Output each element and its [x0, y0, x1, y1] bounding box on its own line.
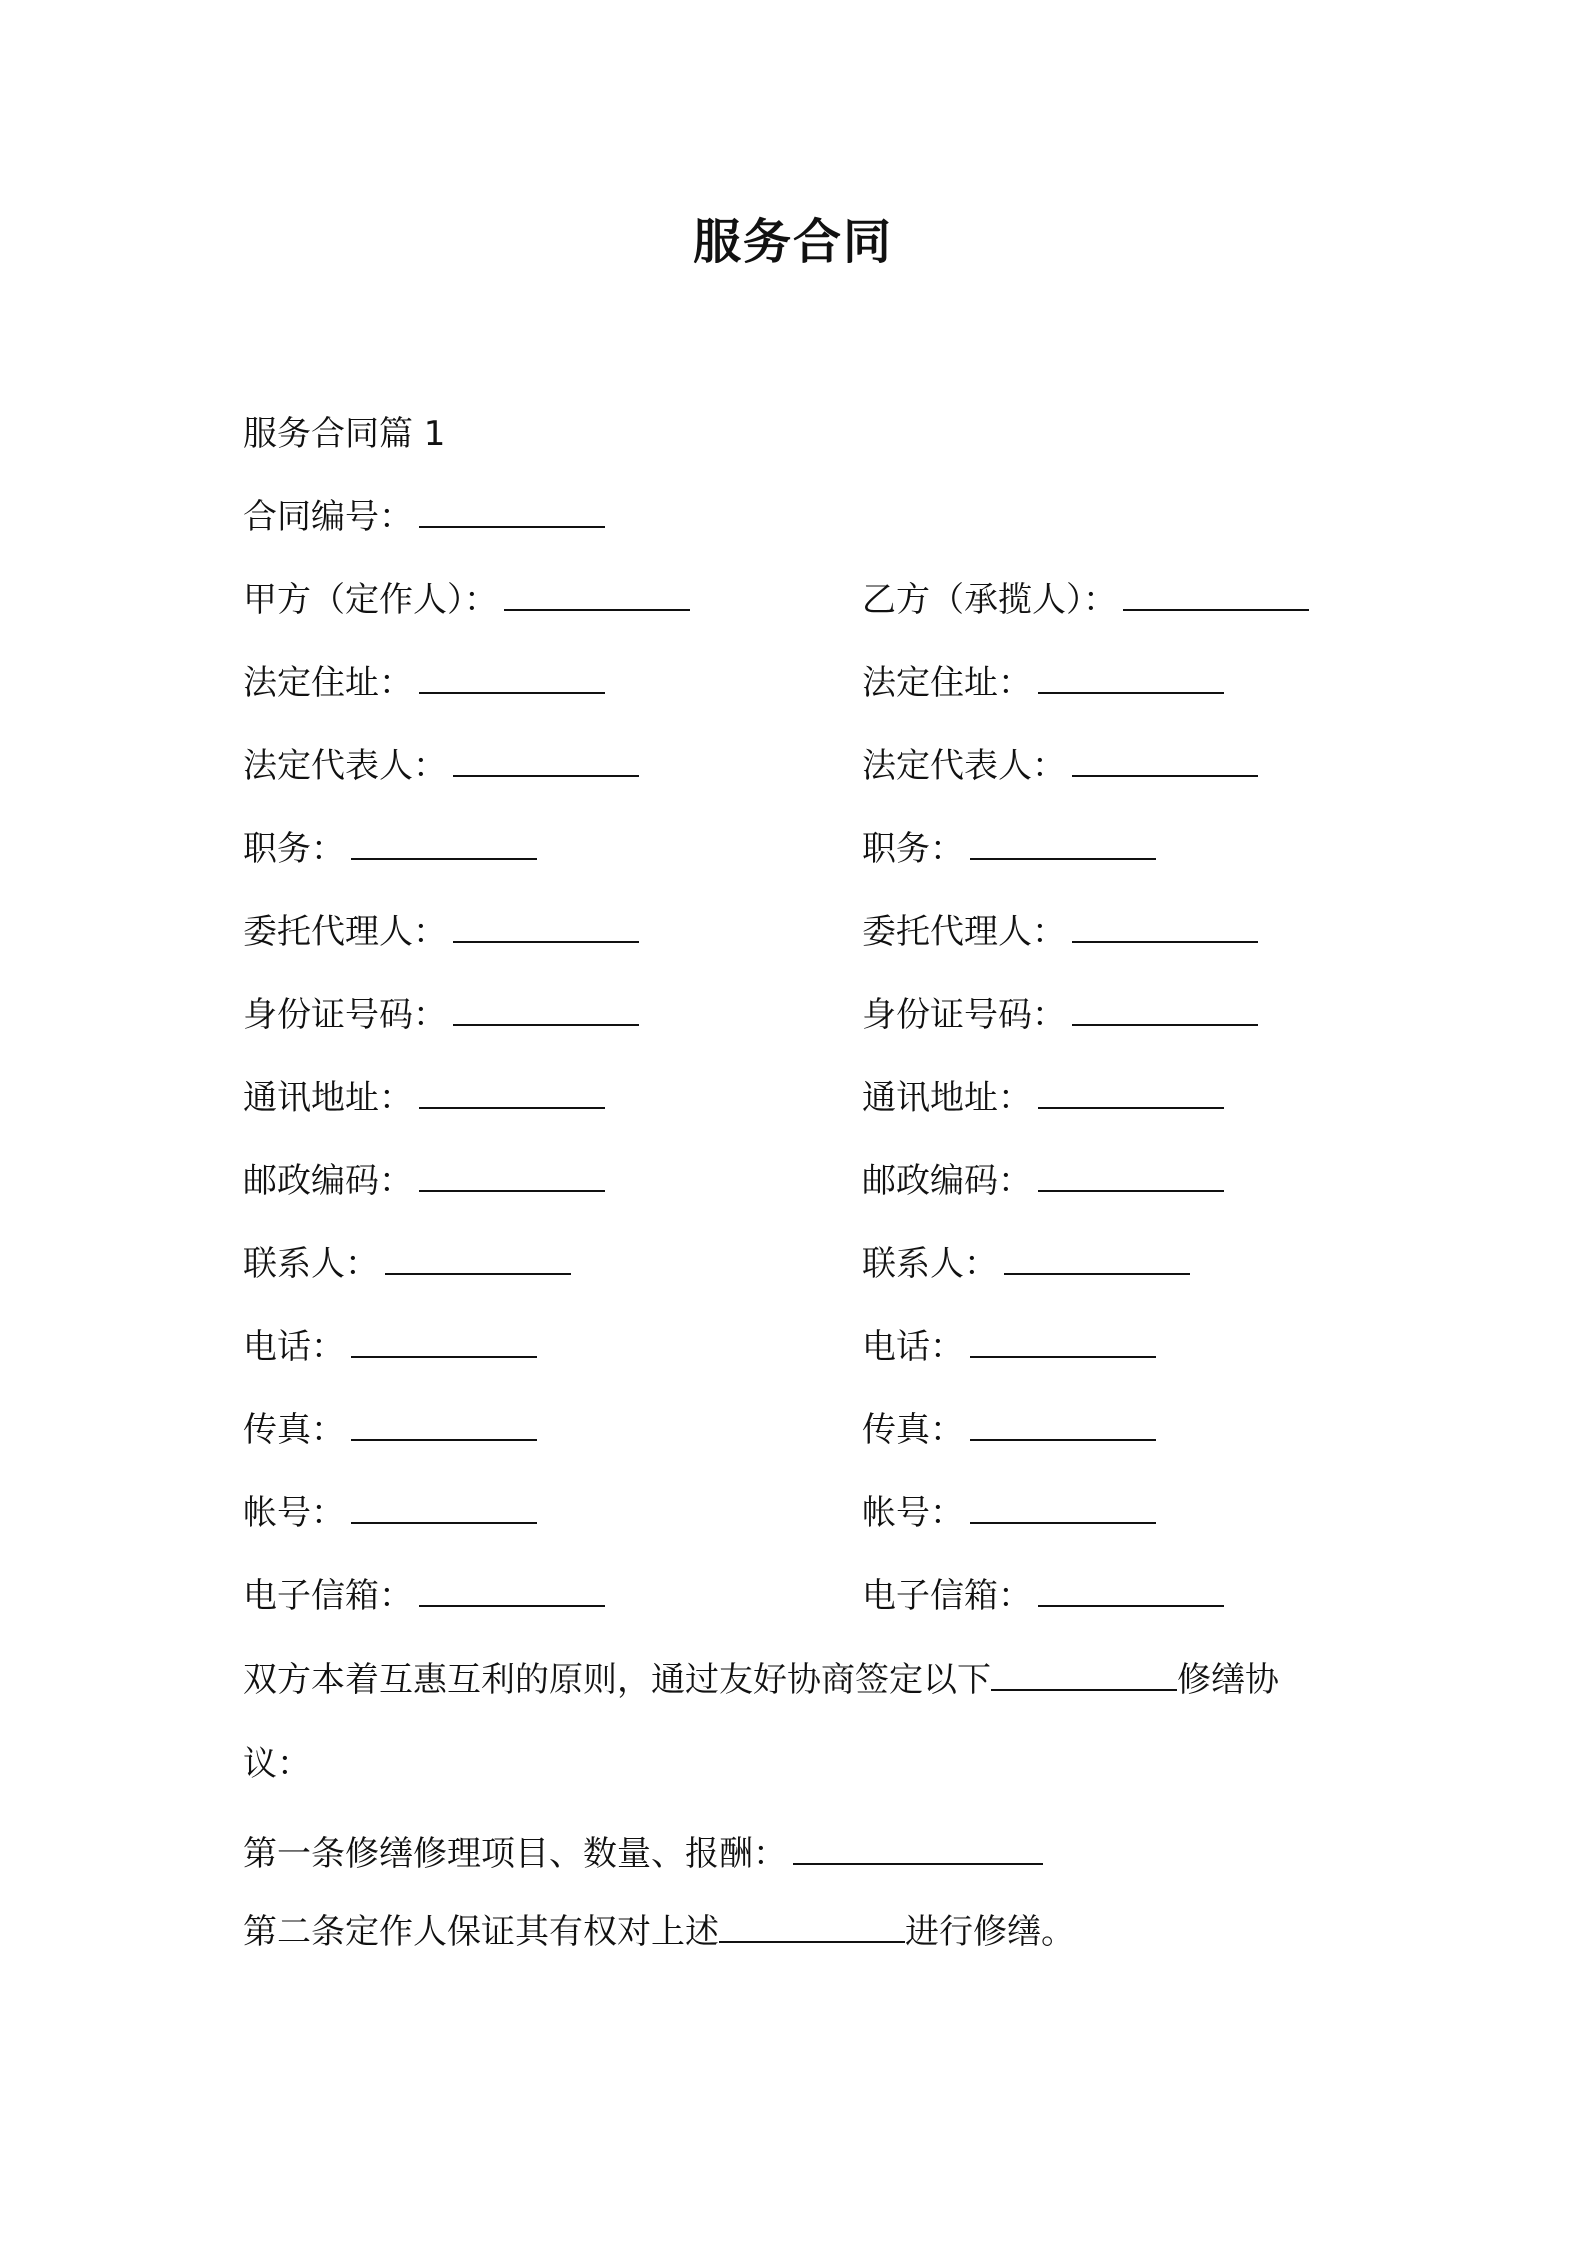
party-a-mail-address-field[interactable]: [419, 1077, 605, 1109]
party-b-field[interactable]: [1123, 579, 1309, 611]
party-b-legal-rep-field[interactable]: [1072, 745, 1258, 777]
party-b-fax-row: [862, 1406, 1156, 1454]
article-1: [243, 1830, 1043, 1878]
party-b-contact-row: [862, 1240, 1190, 1288]
party-b-address-label: 法定住址：: [862, 663, 1032, 703]
party-b-legal-rep-label: 法定代表人：: [862, 746, 1066, 786]
party-a-legal-rep-label: 法定代表人：: [243, 746, 447, 786]
party-b-email-row: [862, 1572, 1224, 1620]
party-a-account-field[interactable]: [351, 1492, 537, 1524]
party-a-mail-address-row: [243, 1074, 605, 1122]
party-b-position-row: [862, 825, 1156, 873]
article-2-text-part1: 第二条定作人保证其有权对上述: [243, 1912, 719, 1952]
party-b-label: 乙方（承揽人）：: [862, 580, 1117, 620]
party-a-postcode-field[interactable]: [419, 1160, 605, 1192]
article-2-text-part2: 进行修缮。: [905, 1912, 1075, 1952]
party-b-id-row: [862, 991, 1258, 1039]
party-a-account-row: [243, 1489, 537, 1537]
party-a-position-field[interactable]: [351, 828, 537, 860]
party-b-agent-field[interactable]: [1072, 911, 1258, 943]
party-a-field[interactable]: [504, 579, 690, 611]
party-b-phone-field[interactable]: [970, 1326, 1156, 1358]
intro-paragraph-line2: 议：: [243, 1744, 311, 1784]
intro-paragraph-line1: [243, 1656, 1279, 1704]
party-b-legal-rep-row: [862, 742, 1258, 790]
party-b-postcode-field[interactable]: [1038, 1160, 1224, 1192]
party-b-position-label: 职务：: [862, 829, 964, 869]
party-a-position-row: [243, 825, 537, 873]
intro-text-part2: 修缮协: [1177, 1660, 1279, 1700]
party-a-id-field[interactable]: [453, 994, 639, 1026]
party-b-fax-field[interactable]: [970, 1409, 1156, 1441]
party-a-agent-field[interactable]: [453, 911, 639, 943]
party-b-address-row: [862, 659, 1224, 707]
party-a-email-field[interactable]: [419, 1575, 605, 1607]
party-a-legal-rep-field[interactable]: [453, 745, 639, 777]
party-b-phone-label: 电话：: [862, 1327, 964, 1367]
article-1-field[interactable]: [793, 1833, 1043, 1865]
party-a-fax-field[interactable]: [351, 1409, 537, 1441]
article-1-label: 第一条修缮修理项目、数量、报酬：: [243, 1834, 787, 1874]
party-a-phone-row: [243, 1323, 537, 1371]
party-a-phone-field[interactable]: [351, 1326, 537, 1358]
party-b-agent-row: [862, 908, 1258, 956]
party-a-contact-label: 联系人：: [243, 1244, 379, 1284]
party-b-id-field[interactable]: [1072, 994, 1258, 1026]
party-a-agent-row: [243, 908, 639, 956]
party-a-address-label: 法定住址：: [243, 663, 413, 703]
party-a-address-row: [243, 659, 605, 707]
party-a-row: [243, 576, 690, 624]
party-b-address-field[interactable]: [1038, 662, 1224, 694]
party-a-contact-row: [243, 1240, 571, 1288]
party-a-legal-rep-row: [243, 742, 639, 790]
party-a-label: 甲方（定作人）：: [243, 580, 498, 620]
party-a-account-label: 帐号：: [243, 1493, 345, 1533]
party-a-email-row: [243, 1572, 605, 1620]
intro-blank-field[interactable]: [991, 1659, 1177, 1691]
party-a-id-row: [243, 991, 639, 1039]
party-b-email-label: 电子信箱：: [862, 1576, 1032, 1616]
party-b-id-label: 身份证号码：: [862, 995, 1066, 1035]
party-a-address-field[interactable]: [419, 662, 605, 694]
contract-number-field[interactable]: [419, 496, 605, 528]
party-b-postcode-label: 邮政编码：: [862, 1161, 1032, 1201]
party-b-agent-label: 委托代理人：: [862, 912, 1066, 952]
party-a-position-label: 职务：: [243, 829, 345, 869]
party-b-account-label: 帐号：: [862, 1493, 964, 1533]
party-a-postcode-label: 邮政编码：: [243, 1161, 413, 1201]
party-b-fax-label: 传真：: [862, 1410, 964, 1450]
party-b-mail-address-label: 通讯地址：: [862, 1078, 1032, 1118]
party-a-postcode-row: [243, 1157, 605, 1205]
party-a-agent-label: 委托代理人：: [243, 912, 447, 952]
party-b-contact-field[interactable]: [1004, 1243, 1190, 1275]
party-b-mail-address-field[interactable]: [1038, 1077, 1224, 1109]
party-a-phone-label: 电话：: [243, 1327, 345, 1367]
contract-number-label: 合同编号：: [243, 497, 413, 537]
party-b-contact-label: 联系人：: [862, 1244, 998, 1284]
party-a-fax-label: 传真：: [243, 1410, 345, 1450]
document-title: 服务合同: [692, 214, 893, 270]
article-2-field[interactable]: [719, 1911, 905, 1943]
article-2: [243, 1908, 1075, 1956]
party-b-email-field[interactable]: [1038, 1575, 1224, 1607]
party-a-email-label: 电子信箱：: [243, 1576, 413, 1616]
party-b-position-field[interactable]: [970, 828, 1156, 860]
party-b-account-row: [862, 1489, 1156, 1537]
party-a-mail-address-label: 通讯地址：: [243, 1078, 413, 1118]
contract-number-row: [243, 493, 605, 541]
party-a-id-label: 身份证号码：: [243, 995, 447, 1035]
party-b-account-field[interactable]: [970, 1492, 1156, 1524]
party-b-phone-row: [862, 1323, 1156, 1371]
party-b-postcode-row: [862, 1157, 1224, 1205]
party-b-mail-address-row: [862, 1074, 1224, 1122]
party-b-row: [862, 576, 1309, 624]
section-heading: 服务合同篇 1: [243, 414, 446, 454]
party-a-fax-row: [243, 1406, 537, 1454]
party-a-contact-field[interactable]: [385, 1243, 571, 1275]
intro-text-part1: 双方本着互惠互利的原则，通过友好协商签定以下: [243, 1660, 991, 1700]
